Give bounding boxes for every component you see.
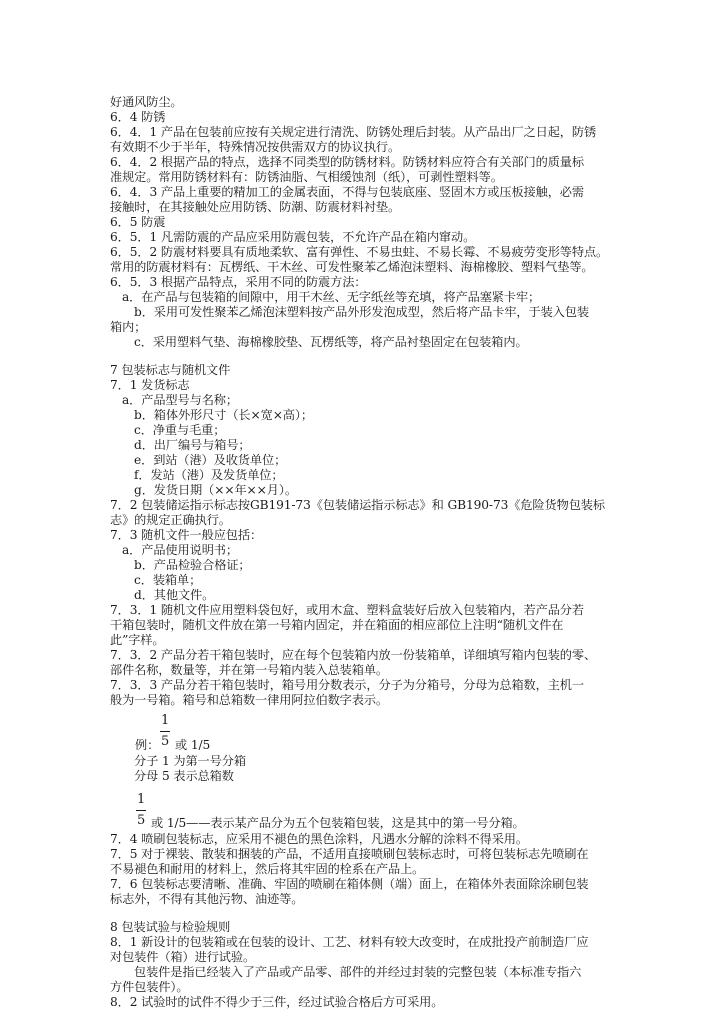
list-item: b．采用可发性聚苯乙烯泡沫塑料按产品外形发泡成型，然后将产品卡牢，于装入包装 (134, 305, 589, 319)
list-item: a．在产品与包装箱的间隙中，用干木丝、无字纸丝等充填，将产品塞紧卡牢； (122, 290, 541, 304)
text-line: 准规定。常用防锈材料有：防锈油脂、气相缓蚀剂（纸），可剥性塑料等。 (110, 170, 503, 184)
text-line: 6．4．3 产品上重要的精加工的金属表面，不得与包装底座、竖固木方或压板接触，必需 (110, 185, 584, 199)
text-line: 方件包装件）。 (110, 980, 189, 994)
text-line: 6．5．3 根据产品特点，采用不同的防震方法： (110, 275, 367, 289)
text-line: 接触时，在其接触处应用防锈、防潮、防震材料衬垫。 (110, 200, 401, 214)
text-line: 不易褪色和耐用的材料上，然后将其牢固的栓系在产品上。 (110, 862, 425, 876)
list-item: f．发站（港）及发货单位； (134, 468, 284, 482)
section-heading: 6．5 防震 (110, 215, 166, 229)
text-line: 7．5 对于裸装、散装和捆装的产品，不适用直接喷刷包装标志时，可将包装标志先喷刷在 (110, 847, 589, 861)
text-line: 7．3．2 产品分若干箱包装时，应在每个包装箱内放一份装箱单，详细填写箱内包装的零、 (110, 648, 597, 662)
text-line: 般为一号箱。箱号和总箱数一律用阿拉伯数字表示。 (110, 693, 389, 707)
text-line: 有效期不少于半年，特殊情况按供需双方的协议执行。 (110, 140, 401, 154)
text-line: 分母 5 表示总箱数 (134, 769, 234, 783)
text-line: 包装件是指已经装入了产品或产品零、部件的并经过封装的完整包装（本标准专指六 (134, 965, 582, 979)
list-item: d．其他文件。 (134, 588, 215, 602)
list-item: a．产品使用说明书； (122, 543, 238, 557)
list-item: b．产品检验合格证； (134, 558, 251, 572)
section-heading: 6．4 防锈 (110, 110, 166, 124)
text-line: 7．3．3 产品分若干箱包装时，箱号用分数表示，分子为分箱号，分母为总箱数，主机一 (110, 678, 584, 692)
list-item: c．净重与毛重； (134, 423, 226, 437)
fraction-denominator: 5 (161, 734, 170, 749)
section-heading: 7．1 发货标志 (110, 378, 190, 392)
text-line: 7．4 喷刷包装标志，应采用不褪色的黑色涂料，凡遇水分解的涂料不得采用。 (110, 832, 528, 846)
text-line: 常用的防震材料有：瓦楞纸、干木丝、可发性聚苯乙烯泡沫塑料、海棉橡胶、塑料气垫等。 (110, 260, 594, 274)
text-line: 7．6 包装标志要清晰、准确、牢固的喷刷在箱体侧（端）面上，在箱体外表面除涂刷包装 (110, 877, 589, 891)
fraction-denominator-2: 5 (137, 813, 146, 828)
list-item: g．发货日期（××年××月）。 (134, 483, 297, 497)
list-item: c．采用塑料气垫、海棉橡胶垫、瓦楞纸等，将产品衬垫固定在包装箱内。 (134, 335, 528, 349)
text-line: 部件名称，数量等，并在第一号箱内装入总装箱单。 (110, 663, 389, 677)
text-line: 箱内； (110, 320, 147, 334)
list-item: c．装箱单； (134, 573, 202, 587)
list-item: a．产品型号与名称； (122, 393, 238, 407)
text-line: 志》的规定正确执行。 (110, 513, 231, 527)
text-line: 或 1/5——表示某产品分为五个包装箱包装，这是其中的第一号分箱。 (151, 816, 525, 830)
fraction-bar-2 (136, 810, 146, 811)
text-line: 7．2 包装储运指示标志按GB191-73《包装储运指示标志》和 GB190-73《危险货物包装标 (110, 498, 605, 512)
text-line: 7．3．1 随机文件应用塑料袋包好，或用木盒、塑料盒装好后放入包装箱内，若产品分若 (110, 603, 584, 617)
fraction-bar (160, 731, 170, 732)
text-line: 8．2 试验时的试件不得少于三件，经过试验合格后方可采用。 (110, 995, 444, 1009)
text-line: 此”字样。 (110, 633, 165, 647)
list-item: e．到站（港）及收货单位； (134, 453, 287, 467)
list-item: d．出厂编号与箱号； (134, 438, 251, 452)
text-line: 6．5．1 凡需防震的产品应采用防震包装，不允许产品在箱内窜动。 (110, 230, 476, 244)
text-line: 6．4．2 根据产品的特点，选择不同类型的防锈材料。防锈材料应符合有关部门的质量标 (110, 155, 584, 169)
chapter-heading: 8 包装试验与检验规则 (110, 920, 231, 934)
text-line: 标志外，不得有其他污物、油迹等。 (110, 892, 304, 906)
list-item: b．箱体外形尺寸（长×宽×高）； (134, 408, 313, 422)
text-line: 对包装件（箱）进行试验。 (110, 950, 256, 964)
text-line: 8．1 新设计的包装箱或在包装的设计、工艺、材料有较大改变时，在成批投产前制造厂应 (110, 935, 589, 949)
text-line: 分子 1 为第一号分箱 (134, 754, 246, 768)
text-line: 6．4．1 产品在包装前应按有关规定进行清洗、防锈处理后封装。从产品出厂之日起，防锈 (110, 125, 597, 139)
fraction-numerator-2: 1 (137, 792, 146, 807)
text-line: 干箱包装时，随机文件放在第一号箱内固定，并在箱面的相应部位上注明“随机文件在 (110, 618, 564, 632)
text-line: 好通风防尘。 (110, 95, 183, 109)
fraction-numerator: 1 (161, 713, 170, 728)
text-line: 6．5．2 防震材料要具有质地柔软、富有弹性、不易虫蛀、不易长霉、不易疲劳变形等特点。 (110, 245, 609, 259)
chapter-heading: 7 包装标志与随机文件 (110, 363, 231, 377)
text-line: 或 1/5 (175, 738, 211, 752)
example-label: 例： (135, 738, 160, 752)
section-heading: 7．3 随机文件一般应包括： (110, 528, 263, 542)
